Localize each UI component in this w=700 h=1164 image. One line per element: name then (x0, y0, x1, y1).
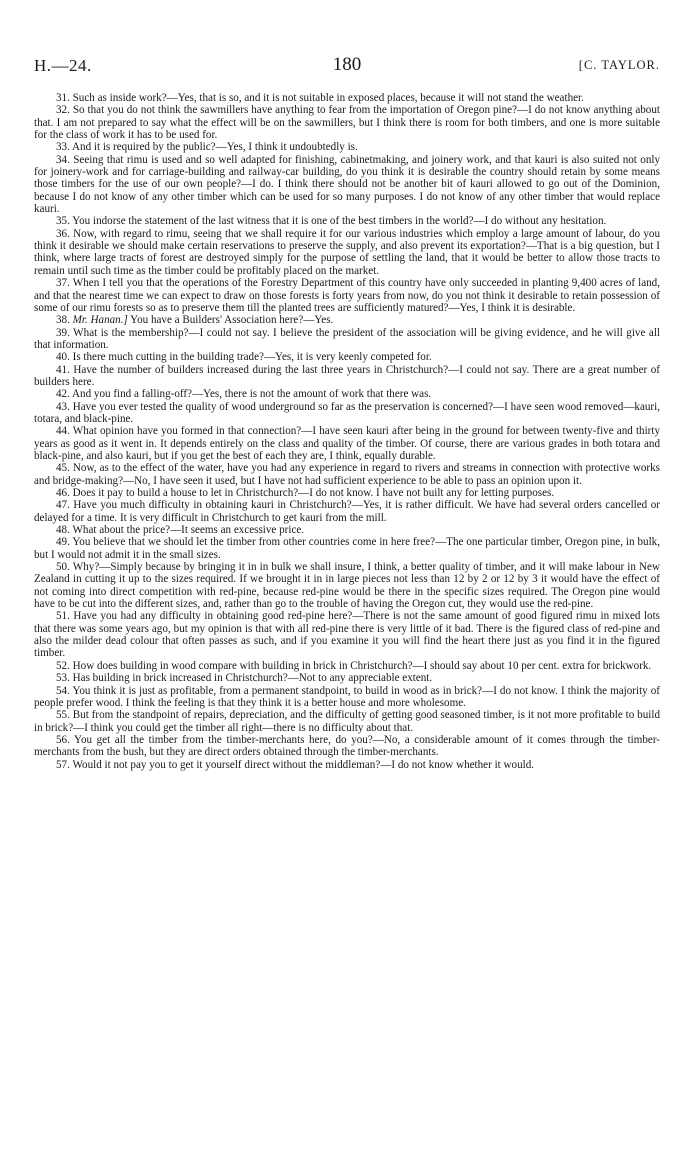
paragraph-40: 40. Is there much cutting in the building trade?—Yes, it is very keenly competed for. (56, 351, 432, 364)
paragraph-39: 39. What is the membership?—I could not say. I believe the president of the association will be giving evidence, and he will give all that information. (34, 326, 660, 351)
question-text: You have a Builders' Association here?—Yes. (127, 314, 334, 327)
paragraph-35: 35. You indorse the statement of the last witness that it is one of the best timbers in the world?—I do without any hesitation. (56, 215, 607, 228)
paragraph-49: 49. You believe that we should let the timber from other countries come in here free?—The one particular timber, Oregon pine, in bulk, but I would not admit it in the small sizes. (34, 536, 660, 561)
paragraph-48: 48. What about the price?—It seems an excessive price. (56, 524, 305, 537)
paragraph-50: 50. Why?—Simply because by bringing it in in bulk we shall insure, I think, a better quality of timber, and it will make labour in New Zealand in cutting it up to the sizes required. If we brought it in in large pieces not less than 12 by 2 or 12 by 3 it would have the effect of not coming into direct competition with red-pine, because red-pine would be there in the specific sizes required. The Oregon pine would have to be cut into the different sizes, and, rather than go to the trouble of having the Oregon cut, they would use the red-pine. (34, 561, 660, 611)
paragraph-37: 37. When I tell you that the operations of the Forestry Department of this country have only succeeded in planting 9,400 acres of land, and that the nearest time we can expect to draw on those forests is forty years from now, do you not think it desirable to retain possession of some of our rimu forests so as to preserve them till the planted trees are sufficiently matured?—Yes, I think it is desirable. (34, 277, 660, 314)
paragraph-53: 53. Has building in brick increased in Christchurch?—Not to any appreciable extent. (56, 672, 433, 685)
paragraph-32: 32. So that you do not think the sawmillers have anything to fear from the importation of Oregon pine?—I do not know anything about that. I am not prepared to say what the effect will be on the sawmillers, but I think there is room for both timbers, and one is more suitable for the class of work it has to be used for. (34, 104, 660, 142)
paragraph-42: 42. And you find a falling-off?—Yes, there is not the amount of work that there was. (56, 388, 432, 401)
paragraph-34: 34. Seeing that rimu is used and so well adapted for finishing, cabinetmaking, and joinery work, and that kauri is also suited not only for joinery-work and for carriage-building and railway-car building, do you think it is desirable the country should retain by some means those timbers for the use of our own people?—I do. I think there should not be another bit of kauri allowed to go out of the Dominion, because I do not know of any other timber which can be used for so many purposes. I do not know of any other timber that would replace kauri. (34, 153, 660, 216)
speaker-name: Mr. Hanan.] (72, 314, 128, 327)
paragraph-44: 44. What opinion have you formed in that connection?—I have seen kauri after being in the ground for between twenty-five and thirty years as good as it went in. It depends entirely on the class and quality of the timber. Of course, there are various grades in both totara and black-pine, and also kauri, but if you get the best of each they are, I think, equally durable. (34, 425, 660, 462)
paragraph-47: 47. Have you much difficulty in obtaining kauri in Christchurch?—Yes, it is rather difficult. We have had several orders cancelled or delayed for a time. It is very difficult in Christchurch to get kauri from the mill. (34, 499, 660, 524)
paragraph-46: 46. Does it pay to build a house to let in Christchurch?—I do not know. I have not built any for letting purposes. (56, 487, 555, 499)
page-number: 180 (332, 54, 362, 75)
paragraph-54: 54. You think it is just as profitable, from a permanent standpoint, to build in wood as in brick?—I do not know. I think the majority of people prefer wood. I think the feeling is that they think it is a better house and more wholesome. (34, 684, 660, 709)
paragraph-41: 41. Have the number of builders increased during the last three years in Christchurch?—I could not say. There are a great number of builders here. (34, 363, 660, 388)
paragraph-33: 33. And it is required by the public?—Yes, I think it undoubtedly is. (56, 141, 358, 154)
paragraph-52: 52. How does building in wood compare with building in brick in Christchurch?—I should say about 10 per cent. extra for brickwork. (56, 659, 652, 672)
paragraph-38 (34, 314, 660, 326)
paragraph-51: 51. Have you had any difficulty in obtaining good red-pine here?—There is not the same amount of good figured rimu in mixed lots that there was some years ago, but my opinion is that with all red-pine there is very little of it bad. There is the figured class of red-pine and also the milder dead colour that often passes as such, and if you examine it you will find the heart there just as you find it in the figured timber. (34, 610, 660, 660)
paragraph-43: 43. Have you ever tested the quality of wood underground so far as the preservation is concerned?—I have seen wood removed—kauri, totara, and black-pine. (34, 400, 660, 425)
document-reference: H.—24. (34, 56, 92, 75)
paragraph-55: 55. But from the standpoint of repairs, depreciation, and the difficulty of getting good seasoned timber, is it not more profitable to build in brick?—I think you could get the timber all right—there is no difficulty about that. (34, 709, 660, 734)
question-number: 38. (56, 314, 73, 327)
paragraph-45: 45. Now, as to the effect of the water, have you had any experience in regard to rivers and streams in connection with protective works and bridge-making?—No, I have seen it used, but I have not had sufficient experience to be able to pass an opinion upon it. (34, 462, 660, 487)
evidence-text (34, 92, 660, 771)
paragraph-31: 31. Such as inside work?—Yes, that is so, and it is not suitable in exposed places, because it will not stand the weather. (56, 92, 584, 104)
paragraph-56: 56. You get all the timber from the timber-merchants here, do you?—No, a considerable amount of it comes through the timber-merchants from the bush, but they are direct orders obtained through the timber-merchants. (34, 733, 660, 759)
paragraph-57: 57. Would it not pay you to get it yourself direct without the middleman?—I do not know whether it would. (56, 758, 535, 771)
witness-name: [C. TAYLOR. (578, 58, 660, 72)
page-header (34, 56, 660, 80)
paragraph-36: 36. Now, with regard to rimu, seeing that we shall require it for our various industries which employ a large amount of labour, do you think it desirable we should make certain reservations to preserve the supply, and also prevent its exportation?—That is a big question, but I think, where large tracts of forest are destroyed simply for the purpose of settling the land, that it would be better to allow those tracts to remain until such time as the timber could be profitably placed on the market. (34, 227, 660, 277)
